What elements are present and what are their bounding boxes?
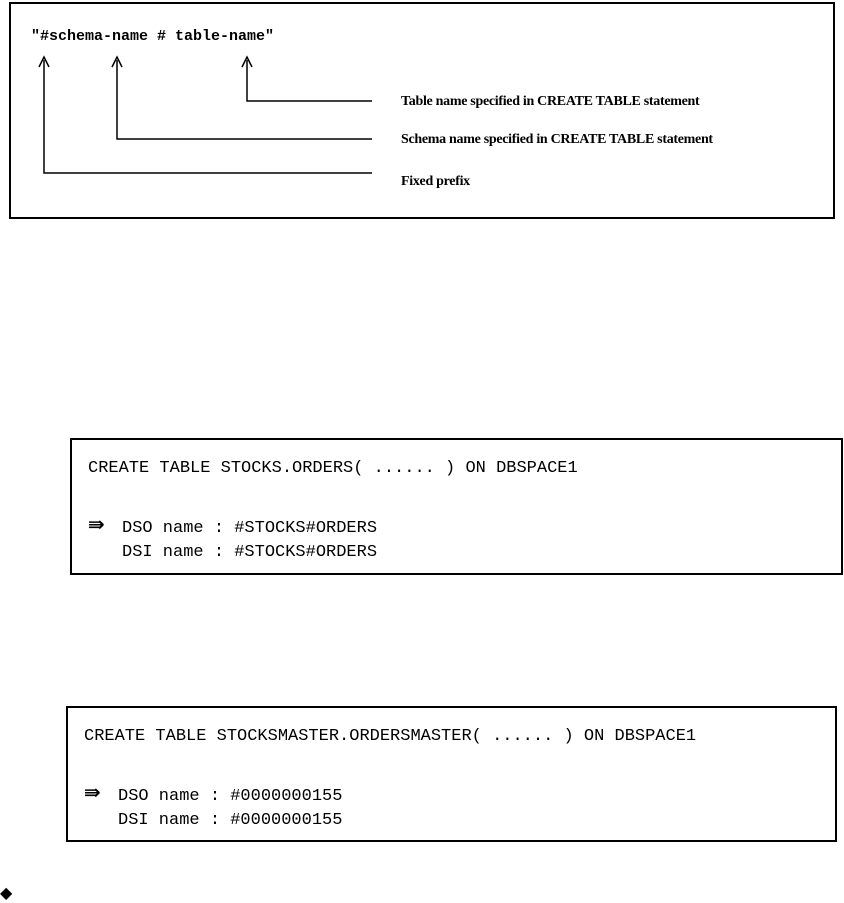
example2-dsi-line: DSI name : #0000000155 (118, 811, 343, 830)
label-fixed-prefix: Fixed prefix (401, 174, 470, 189)
example1-statement: CREATE TABLE STOCKS.ORDERS( ...... ) ON DBSPACE1 (88, 459, 578, 478)
label-schema-name: Schema name specified in CREATE TABLE statement (401, 132, 713, 147)
double-arrow-right-icon: ⇛ (84, 780, 101, 804)
example1-dsi-line: DSI name : #STOCKS#ORDERS (122, 543, 378, 562)
example2-statement: CREATE TABLE STOCKSMASTER.ORDERSMASTER( ...... ) ON DBSPACE1 (84, 727, 697, 746)
double-arrow-right-icon: ⇛ (88, 512, 105, 536)
connector-table-name (247, 60, 372, 101)
connector-schema-name (117, 60, 372, 139)
diamond-bullet-icon: ◆ (0, 883, 13, 902)
example2-box (66, 706, 837, 842)
example1-box (70, 438, 843, 575)
example1-dso-line: DSO name : #STOCKS#ORDERS (122, 519, 378, 538)
example2-dso-line: DSO name : #0000000155 (118, 787, 343, 806)
connector-fixed-prefix (44, 60, 372, 173)
format-string: "#schema-name # table-name" (31, 28, 275, 45)
label-table-name: Table name specified in CREATE TABLE statement (401, 94, 700, 109)
